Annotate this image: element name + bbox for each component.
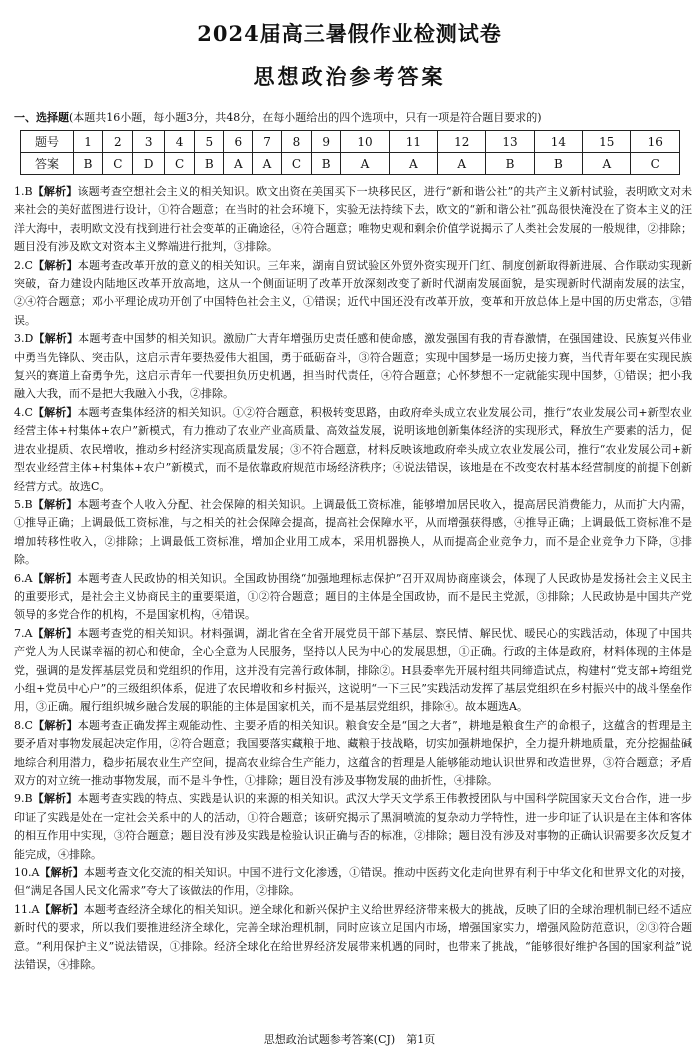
item-number: 3.D [14,332,34,346]
answer-cell: C [103,153,133,175]
explanation-item [14,864,692,901]
question-number-cell: 8 [281,131,311,153]
page-footer: 思想政治试题参考答案(CJ) 第1页 [263,1033,436,1046]
question-number-cell: 15 [583,131,631,153]
explanation-item [14,257,692,331]
question-number-cell: 6 [224,131,253,153]
item-text: 本题考查人民政协的相关知识。全国政协围绕“加强地理标志保护”召开双周协商座谈会，体现了人民政协是发扬社会主义民主的重要形式，是社会主义协商民主的重要渠道，①②符合题意；题目的主体是全国政协，而不是民主党派，③排除；人民政协是中国共产党领导的多党合作的机构，不是国家机构，④错误。 [14,571,692,622]
question-number-cell: 2 [103,131,133,153]
item-number: 5.B [14,497,33,511]
answer-key-table [20,130,680,175]
answer-cell: A [224,153,253,175]
analysis-tag: 【解析】 [32,497,78,511]
answer-key-row-label: 答案 [21,153,74,175]
question-number-cell: 16 [631,131,680,153]
explanation-item [14,901,692,975]
analysis-tag: 【解析】 [32,626,78,640]
item-text: 本题考查改革开放的意义的相关知识。三年来，湖南自贸试验区外贸外资实现开门红、制度创新取得新进展、合作联动实现新突破，奋力建设内陆地区改革开放高地，这从一个侧面证明了改革开放深刻改变了新时代湖南发展面貌，是实现新时代湖南发展的法宝，②④符合题意；邓小平理论成功开创了中国特色社会主义，①错误；近代中国还没有改革开放，变革和开放总体上是中国的历史常态，③错误。 [14,258,693,327]
answer-cell: C [165,153,195,175]
item-number: 7.A [14,626,33,640]
question-number-cell: 11 [389,131,437,153]
explanation-item [14,790,692,864]
answer-cell: A [389,153,437,175]
question-number-cell: 7 [253,131,282,153]
document-title: 2024届高三暑假作业检测试卷 [197,21,502,46]
answer-key-number-row [21,131,680,153]
analysis-tag: 【解析】 [32,185,78,198]
explanation-item [14,625,692,717]
explanation-item [14,183,692,257]
item-number: 10.A [14,866,40,880]
question-number-cell: 4 [165,131,195,153]
item-number: 4.C [14,405,33,419]
item-number: 9.B [14,792,33,806]
answer-cell: B [486,153,534,175]
item-number: 1.B [14,185,33,198]
item-text: 本题考查文化交流的相关知识。中国不进行文化渗透，①错误。推动中医药文化走向世界有利于中华文化和世界文化的对接，但“满足各国人民文化需求”夸大了该做法的作用，②排除。 [14,866,693,898]
explanation-item [14,404,692,496]
item-number: 2.C [14,258,33,272]
analysis-tag: 【解析】 [39,902,84,916]
answer-cell: B [534,153,582,175]
answer-cell: B [195,153,224,175]
answer-cell: C [281,153,311,175]
item-number: 6.A [14,571,33,585]
question-number-cell: 9 [312,131,341,153]
section-heading-instructions: (本题共16小题，每小题3分，共48分，在每小题给出的四个选项中，只有一项是符合题目要求的) [69,111,542,124]
analysis-tag: 【解析】 [39,866,84,880]
answer-key-answer-row [21,153,680,175]
question-number-cell: 5 [195,131,224,153]
item-text: 本题考查中国梦的相关知识。激励广大青年增强历史责任感和使命感，激发强国有我的青春激情，在强国建设、民族复兴伟业中勇当先锋队、突击队，这启示青年要热爱伟大祖国，勇于砥砺奋斗，③符合题意；实现中国梦是一场历史接力赛，当代青年要在实现民族复兴的赛道上奋勇争先，这启示青年一代要担负历史机遇，担当时代责任，④符合题意；心怀梦想不一定就能实现中国梦，①错误；把小我融入大我，而不是把大我融入小我，②排除。 [14,332,693,401]
answer-cell: B [74,153,103,175]
section-heading-label: 一、选择题 [14,111,69,124]
answer-cell: A [438,153,486,175]
item-number: 8.C [14,718,33,732]
item-text: 本题考查集体经济的相关知识。①②符合题意，积极转变思路，由政府牵头成立农业发展公司，推行“农业发展公司+新型农业经营主体+村集体+农户”新模式，有力推动了农业产业高质量、高效益发展，说明该地创新集体经济的实现形式，释放生产要素的活力，促进农业提质、农民增收，推动乡村经济实现高质量发展；③不符合题意，材料反映该地政府牵头成立农业发展公司，推行“农业发展公司+新型农业经营主体+村集体+农户”新模式，而不是依靠政府规范市场经济秩序；④说法错误，该地是在不改变农村基本经营制度的前提下创新经营方式。故选C。 [14,405,693,493]
analysis-tag: 【解析】 [32,258,78,272]
question-number-cell: 10 [341,131,389,153]
question-number-cell: 12 [438,131,486,153]
analysis-tag: 【解析】 [32,571,78,585]
explanation-item [14,330,692,404]
answer-cell: C [631,153,680,175]
item-text: 本题考查正确发挥主观能动性、主要矛盾的相关知识。粮食安全是“国之大者”，耕地是粮食生产的命根子，这蕴含的哲理是主要矛盾对事物发展起决定作用，②符合题意；我国要落实藏粮于地、藏粮于技战略，切实加强耕地保护，全力提升耕地质量，充分挖掘盐碱地综合利用潜力，稳步拓展农业生产空间，提高农业综合生产能力，这蕴含的哲理是人能够能动地认识世界和改造世界，③符合题意；矛盾双方的对立统一推动事物发展，而不是斗争性，①排除；题目没有涉及事物发展的曲折性，④排除。 [14,718,693,787]
question-number-cell: 1 [74,131,103,153]
explanation-item [14,496,692,570]
item-text: 本题考查实践的特点、实践是认识的来源的相关知识。武汉大学天文学系王伟教授团队与中国科学院国家天文台合作，进一步印证了实践是处在一定社会关系中的人的活动，①符合题意；该研究揭示了黑洞喷流的复杂动力学特性，进一步印证了认识是在主体和客体的相互作用中实现，③符合题意；题目没有涉及实践是检验认识正确与否的标准，②排除；题目没有涉及对事物的正确认识需要多次反复才能完成，④排除。 [14,792,693,861]
question-number-cell: 3 [133,131,165,153]
analysis-tag: 【解析】 [33,332,79,346]
answer-cell: A [583,153,631,175]
answer-cell: D [133,153,165,175]
explanations-list [14,183,692,974]
section-heading [14,109,689,125]
item-text: 本题考查经济全球化的相关知识。逆全球化和新兴保护主义给世界经济带来极大的挑战，反映了旧的全球治理机制已经不适应新时代的要求，所以我们要推进经济全球化，完善全球治理机制，同时应该立足国内市场，增强国家实力，增强风险防范意识，②③符合题意。“利用保护主义”说法错误，①排除。经济全球化在给世界经济发展带来机遇的同时，也带来了挑战，“能够很好维护各国的国家利益”说法错误，④排除。 [14,902,693,972]
answer-cell: A [341,153,389,175]
question-number-cell: 14 [534,131,582,153]
answer-cell: A [253,153,282,175]
answer-cell: B [312,153,341,175]
analysis-tag: 【解析】 [32,718,78,732]
question-number-cell: 13 [486,131,534,153]
analysis-tag: 【解析】 [32,792,78,806]
answer-key-row-label: 题号 [21,131,74,153]
document-subtitle: 思想政治参考答案 [253,65,446,89]
item-text: 该题考查空想社会主义的相关知识。欧文出资在美国买下一块移民区，进行“新和谐公社”的共产主义新村试验，表明欧文对未来社会的美好蓝图进行设计，①符合题意；在当时的社会环境下，实验无法持续下去，欧文的“新和谐公社”孤岛很快淹没在了资本主义的汪洋大海中，表明欧文没有找到进行社会变革的正确途径，④符合题意；唯物史观和剩余价值学说揭示了人类社会发展的一般规律，②排除；题目没有涉及欧文对资本主义弊端进行批判，③排除。 [14,185,693,254]
item-text: 本题考查党的相关知识。材料强调，湖北省在全省开展党员干部下基层、察民情、解民忧、暖民心的实践活动，体现了中国共产党人为人民谋幸福的初心和使命，全心全意为人民服务，坚持以人民为中心的发展思想，①正确。行政的主体是政府，材料体现的主体是党，强调的是发挥基层党员和党组织的作用，这并没有完善行政体制，排除②。H县委率先开展村组共同缔造试点，构建村“党支部+垮组党小组+党员中心户”的三级组织体系，促进了农民增收和乡村振兴，这说明“一下三民”实践活动发挥了基层党组织在乡村振兴中的战斗堡垒作用，③正确。履行组织城乡融合发展的职能的主体是国家机关，而不是基层党组织，排除④。故本题选A。 [14,626,693,714]
analysis-tag: 【解析】 [32,405,78,419]
item-text: 本题考查个人收入分配、社会保障的相关知识。上调最低工资标准，能够增加居民收入，提高居民消费能力，从而扩大内需，①推导正确；上调最低工资标准，与之相关的社会保障会提高，提高社会保障水平，从而增强获得感，④推导正确；上调最低工资标准不是增加转移性收入，②排除；上调最低工资标准，增加企业用工成本，采用机器换人，从而提高企业竞争力，而不是企业竞争力下降，③排除。 [14,497,693,567]
explanation-item [14,570,692,625]
item-number: 11.A [14,902,40,916]
explanation-item [14,717,692,791]
